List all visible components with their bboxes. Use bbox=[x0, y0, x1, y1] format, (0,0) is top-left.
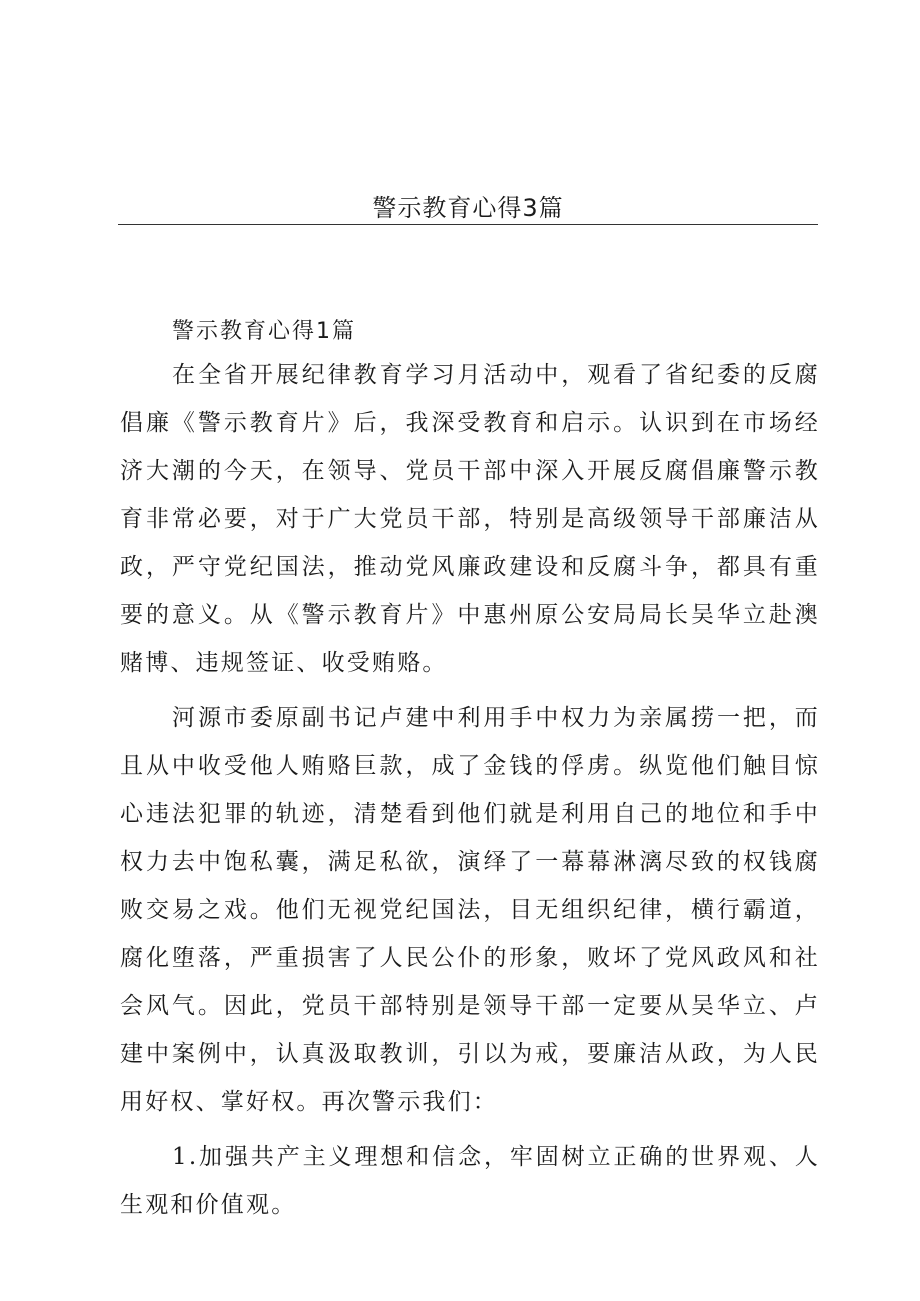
document-body bbox=[120, 313, 820, 1229]
document-title: 警示教育心得3篇 bbox=[372, 194, 564, 222]
paragraph-point-1: 1.加强共产主义理想和信念，牢固树立正确的世界观、人生观和价值观。 bbox=[120, 1144, 820, 1218]
paragraph-case: 河源市委原副书记卢建中利用手中权力为亲属捞一把，而且从中收受他人贿赂巨款，成了金钱的俘虏。纵览他们触目惊心违法犯罪的轨迹，清楚看到他们就是利用自己的地位和手中权力去中饱私囊，满足私欲，演绎了一幕幕淋漓尽致的权钱腐败交易之戏。他们无视党纪国法，目无组织纪律，横行霸道，腐化堕落，严重损害了人民公仆的形象，败坏了党风政风和社会风气。因此，党员干部特别是领导干部一定要从吴华立、卢建中案例中，认真汲取教训，引以为戒，要廉洁从政，为人民用好权、掌好权。再次警示我们： bbox=[120, 705, 820, 1115]
paragraph-intro: 在全省开展纪律教育学习月活动中，观看了省纪委的反腐倡廉《警示教育片》后，我深受教育和启示。认识到在市场经济大潮的今天，在领导、党员干部中深入开展反腐倡廉警示教育非常必要，对于广大党员干部，特别是高级领导干部廉洁从政，严守党纪国法，推动党风廉政建设和反腐斗争，都具有重要的意义。从《警示教育片》中惠州原公安局局长吴华立赴澳赌博、违规签证、收受贿赂。 bbox=[120, 362, 820, 676]
section-heading: 警示教育心得1篇 bbox=[172, 319, 356, 344]
document-header bbox=[118, 190, 818, 225]
